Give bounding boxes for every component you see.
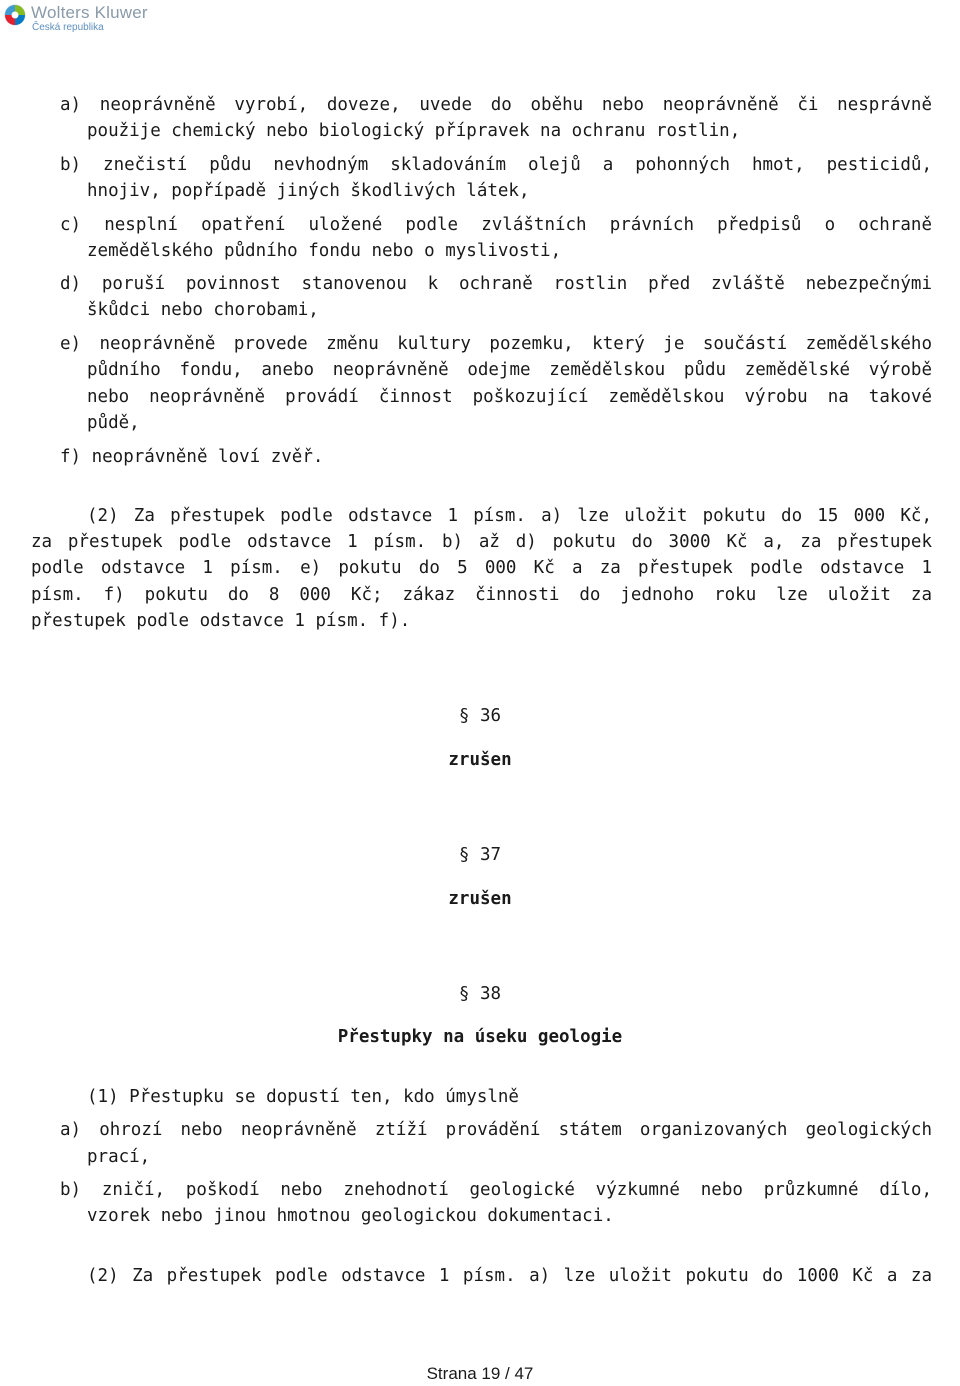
- section-38-item-b-line-2: vzorek nebo jinou hmotnou geologickou dokumentaci.: [87, 1206, 614, 1226]
- paragraph-2-line-1: (2) Za přestupek podle odstavce 1 písm. a) lze uložit pokutu do 15 000 Kč,: [87, 506, 932, 526]
- list-item-e-line-1: e) neoprávněně provede změnu kultury pozemku, který je součástí zemědělského: [60, 334, 932, 354]
- list-item-e-line-2: půdního fondu, anebo neoprávněně odejme zemědělskou půdu zemědělské výrobě: [87, 360, 932, 380]
- paragraph-2-line-4: písm. f) pokutu do 8 000 Kč; zákaz činnosti do jednoho roku lze uložit za: [31, 585, 932, 605]
- paragraph-2-line-2: za přestupek podle odstavce 1 písm. b) až d) pokutu do 3000 Kč a, za přestupek: [31, 532, 932, 552]
- section-38-item-b-line-1: b) zničí, poškodí nebo znehodnotí geologické výzkumné nebo průzkumné dílo,: [60, 1180, 932, 1200]
- section-36-status: zrušen: [448, 750, 512, 770]
- list-item-f-line-1: f) neoprávněně loví zvěř.: [60, 447, 324, 467]
- section-37-status: zrušen: [448, 889, 512, 909]
- list-item-e-line-3: nebo neoprávněně provádí činnost poškozující zemědělskou výrobu na takové: [87, 387, 932, 407]
- section-38-item-a-line-1: a) ohrozí nebo neoprávněně ztíží provádění státem organizovaných geologických: [60, 1120, 932, 1140]
- section-36-number: § 36: [458, 706, 502, 726]
- section-38-number: § 38: [458, 984, 502, 1004]
- list-item-d-line-1: d) poruší povinnost stanovenou k ochraně rostlin před zvláště nebezpečnými: [60, 274, 932, 294]
- section-38-item-a-line-2: prací,: [87, 1147, 151, 1167]
- brand-region: Česká republika: [32, 22, 104, 33]
- wolters-kluwer-logo-icon: [4, 4, 26, 26]
- section-38-paragraph-2-line-1: (2) Za přestupek podle odstavce 1 písm. a) lze uložit pokutu do 1000 Kč a za: [87, 1266, 932, 1286]
- list-item-b-line-2: hnojiv, popřípadě jiných škodlivých látek,: [87, 181, 530, 201]
- list-item-c-line-2: zemědělského půdního fondu nebo o myslivosti,: [87, 241, 562, 261]
- paragraph-2-line-5: přestupek podle odstavce 1 písm. f).: [31, 611, 411, 631]
- page-number: Strana 19 / 47: [426, 1364, 534, 1383]
- list-item-b-line-1: b) znečistí půdu nevhodným skladováním olejů a pohonných hmot, pesticidů,: [60, 155, 932, 175]
- list-item-c-line-1: c) nesplní opatření uložené podle zvláštních právních předpisů o ochraně: [60, 215, 932, 235]
- list-item-a-line-1: a) neoprávněně vyrobí, doveze, uvede do oběhu nebo neoprávněně či nesprávně: [60, 95, 932, 115]
- section-37-number: § 37: [458, 845, 502, 865]
- section-38-paragraph-1: (1) Přestupku se dopustí ten, kdo úmyslně: [87, 1087, 519, 1107]
- header-logo: [4, 3, 148, 33]
- list-item-a-line-2: použije chemický nebo biologický přípravek na ochranu rostlin,: [87, 121, 741, 141]
- brand-name: Wolters Kluwer: [31, 3, 148, 22]
- paragraph-2-line-3: podle odstavce 1 písm. e) pokutu do 5 000 Kč a za přestupek podle odstavce 1: [31, 558, 932, 578]
- section-38-title: Přestupky na úseku geologie: [337, 1027, 623, 1047]
- list-item-e-line-4: půdě,: [87, 413, 140, 433]
- list-item-d-line-2: škůdci nebo chorobami,: [87, 300, 319, 320]
